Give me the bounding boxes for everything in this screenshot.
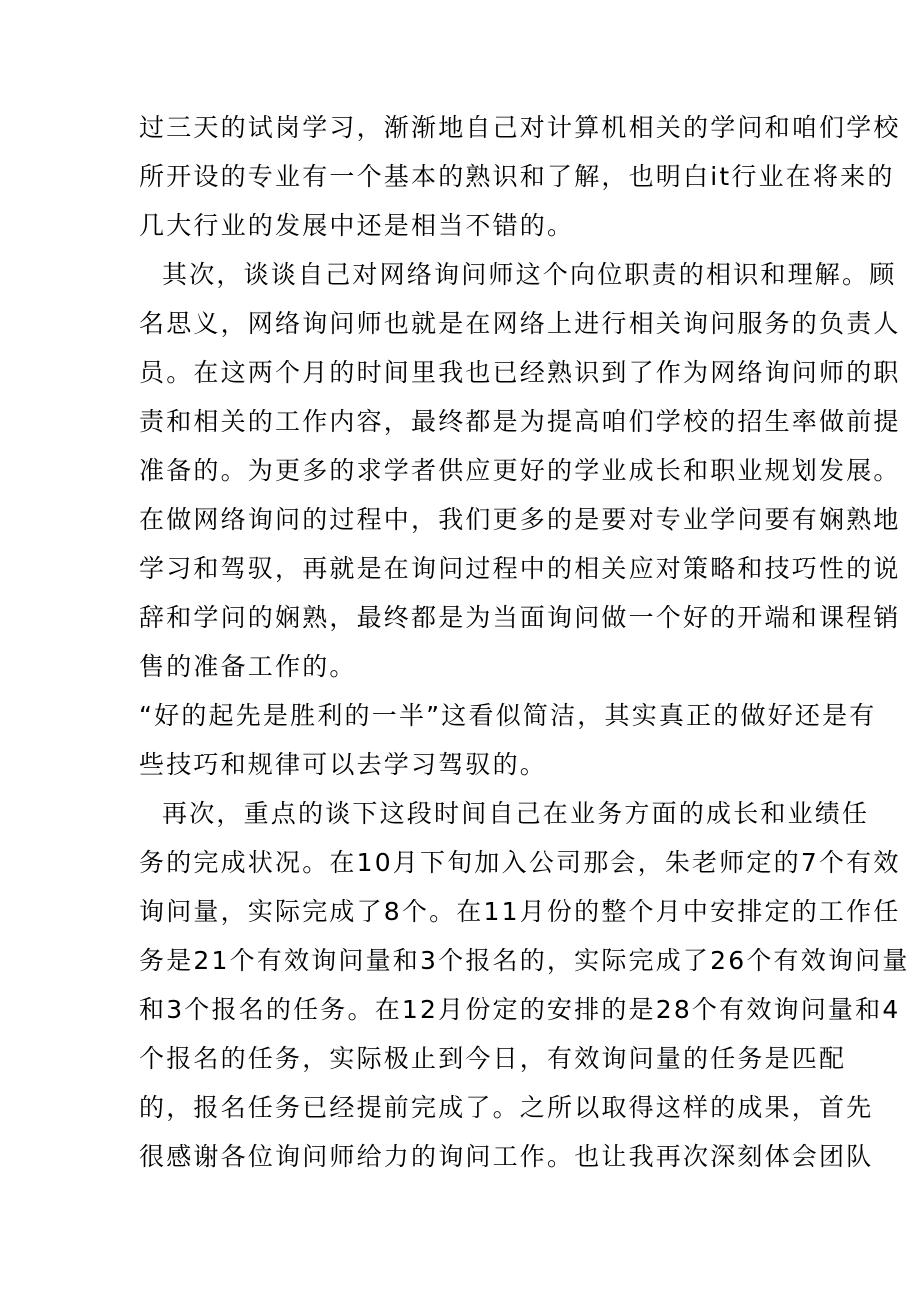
text-line: 询问量，实际完成了8个。在11月份的整个月中安排定的工作任: [139, 897, 901, 926]
text-line: 些技巧和规律可以去学习驾驭的。: [139, 750, 548, 779]
text-line: 责和相关的工作内容，最终都是为提高咱们学校的招生率做前提: [139, 407, 901, 436]
text-line: 务的完成状况。在10月下旬加入公司那会，朱老师定的7个有效: [139, 848, 901, 877]
text-line: 个报名的任务，实际极止到今日，有效询问量的任务是匹配: [139, 1044, 847, 1073]
paragraph-start-line: 其次，谈谈自己对网络询问师这个向位职责的相识和理解。顾: [162, 260, 897, 289]
text-line: 和3个报名的任务。在12月份定的安排的是28个有效询问量和4: [139, 995, 901, 1024]
text-line: 售的准备工作的。: [139, 652, 357, 681]
text-line: 所开设的专业有一个基本的熟识和了解，也明白it行业在将来的: [139, 162, 895, 191]
text-line: 过三天的试岗学习，渐渐地自己对计算机相关的学问和咱们学校: [139, 113, 901, 142]
text-line: 员。在这两个月的时间里我也已经熟识到了作为网络询问师的职: [139, 358, 901, 387]
text-line: 务是21个有效询问量和3个报名的，实际完成了26个有效询问量: [139, 946, 910, 975]
text-line: 在做网络询问的过程中，我们更多的是要对专业学问要有娴熟地: [139, 505, 901, 534]
text-line: 名思义，网络询问师也就是在网络上进行相关询问服务的负责人: [139, 309, 901, 338]
text-line: 学习和驾驭，再就是在询问过程中的相关应对策略和技巧性的说: [139, 554, 901, 583]
text-line: 准备的。为更多的求学者供应更好的学业成长和职业规划发展。: [139, 456, 901, 485]
text-line: 的，报名任务已经提前完成了。之所以取得这样的成果，首先: [139, 1093, 874, 1122]
text-line: 很感谢各位询问师给力的询问工作。也让我再次深刻体会团队: [139, 1142, 874, 1171]
paragraph-start-line: 再次，重点的谈下这段时间自己在业务方面的成长和业绩任: [162, 799, 870, 828]
text-line: 几大行业的发展中还是相当不错的。: [139, 211, 575, 240]
paragraph-start-line: “好的起先是胜利的一半”这看似简洁，其实真正的做好还是有: [139, 701, 877, 730]
text-line: 辞和学问的娴熟，最终都是为当面询问做一个好的开端和课程销: [139, 603, 901, 632]
